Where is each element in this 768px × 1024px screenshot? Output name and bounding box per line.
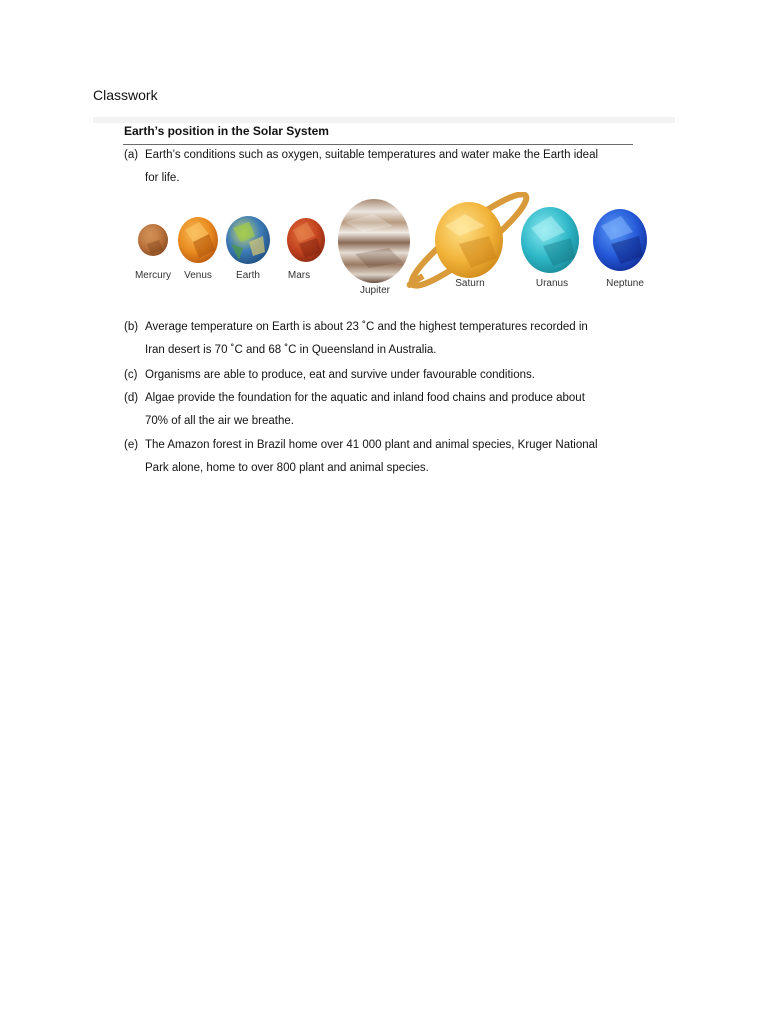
planet-venus: [178, 217, 218, 263]
planet-earth: [226, 216, 270, 264]
planet-jupiter: [338, 199, 410, 283]
planet-mercury: [138, 224, 168, 256]
planet-label: Venus: [184, 270, 212, 281]
item-marker: (b): [124, 321, 139, 333]
item-marker: (a): [124, 149, 139, 161]
page-heading: Classwork: [93, 87, 158, 103]
planet-label: Mars: [287, 270, 311, 281]
planet-label: Earth: [236, 270, 260, 281]
planet-label: Mercury: [134, 270, 172, 281]
item-text: Average temperature on Earth is about 23 ˚C and the highest temperatures recorded in: [145, 321, 588, 333]
planet-label: Neptune: [606, 278, 644, 289]
item-c: [124, 364, 535, 387]
worksheet-image: [93, 117, 675, 487]
item-text: Earth’s conditions such as oxygen, suitable temperatures and water make the Earth ideal: [145, 149, 599, 161]
item-text-continued: Iran desert is 70 ˚C and 68 ˚C in Queensland in Australia.: [145, 344, 437, 356]
item-text-continued: Park alone, home to over 800 plant and animal species.: [145, 462, 429, 474]
worksheet-title: Earth’s position in the Solar System: [124, 124, 329, 138]
item-marker: (d): [124, 392, 139, 404]
item-text: Organisms are able to produce, eat and survive under favourable conditions.: [145, 369, 535, 381]
planet-label: Saturn: [455, 278, 485, 289]
item-text-continued: for life.: [145, 172, 180, 184]
item-text-continued: 70% of all the air we breathe.: [145, 415, 294, 427]
item-b: [124, 316, 588, 362]
item-e: [124, 434, 598, 480]
worksheet-top-strip: [93, 117, 675, 123]
planet-label: Jupiter: [359, 285, 391, 296]
item-marker: (c): [124, 369, 138, 381]
item-marker: (e): [124, 439, 139, 451]
item-a: [124, 144, 598, 190]
item-text: The Amazon forest in Brazil home over 41 000 plant and animal species, Kruger National: [145, 439, 598, 451]
planets-illustration: [93, 192, 675, 302]
planet-mars: [287, 218, 325, 262]
planet-label: Uranus: [535, 278, 569, 289]
item-d: [124, 387, 585, 433]
planet-uranus: [521, 207, 579, 273]
planet-neptune: [593, 209, 647, 271]
item-text: Algae provide the foundation for the aquatic and inland food chains and produce about: [145, 392, 585, 404]
